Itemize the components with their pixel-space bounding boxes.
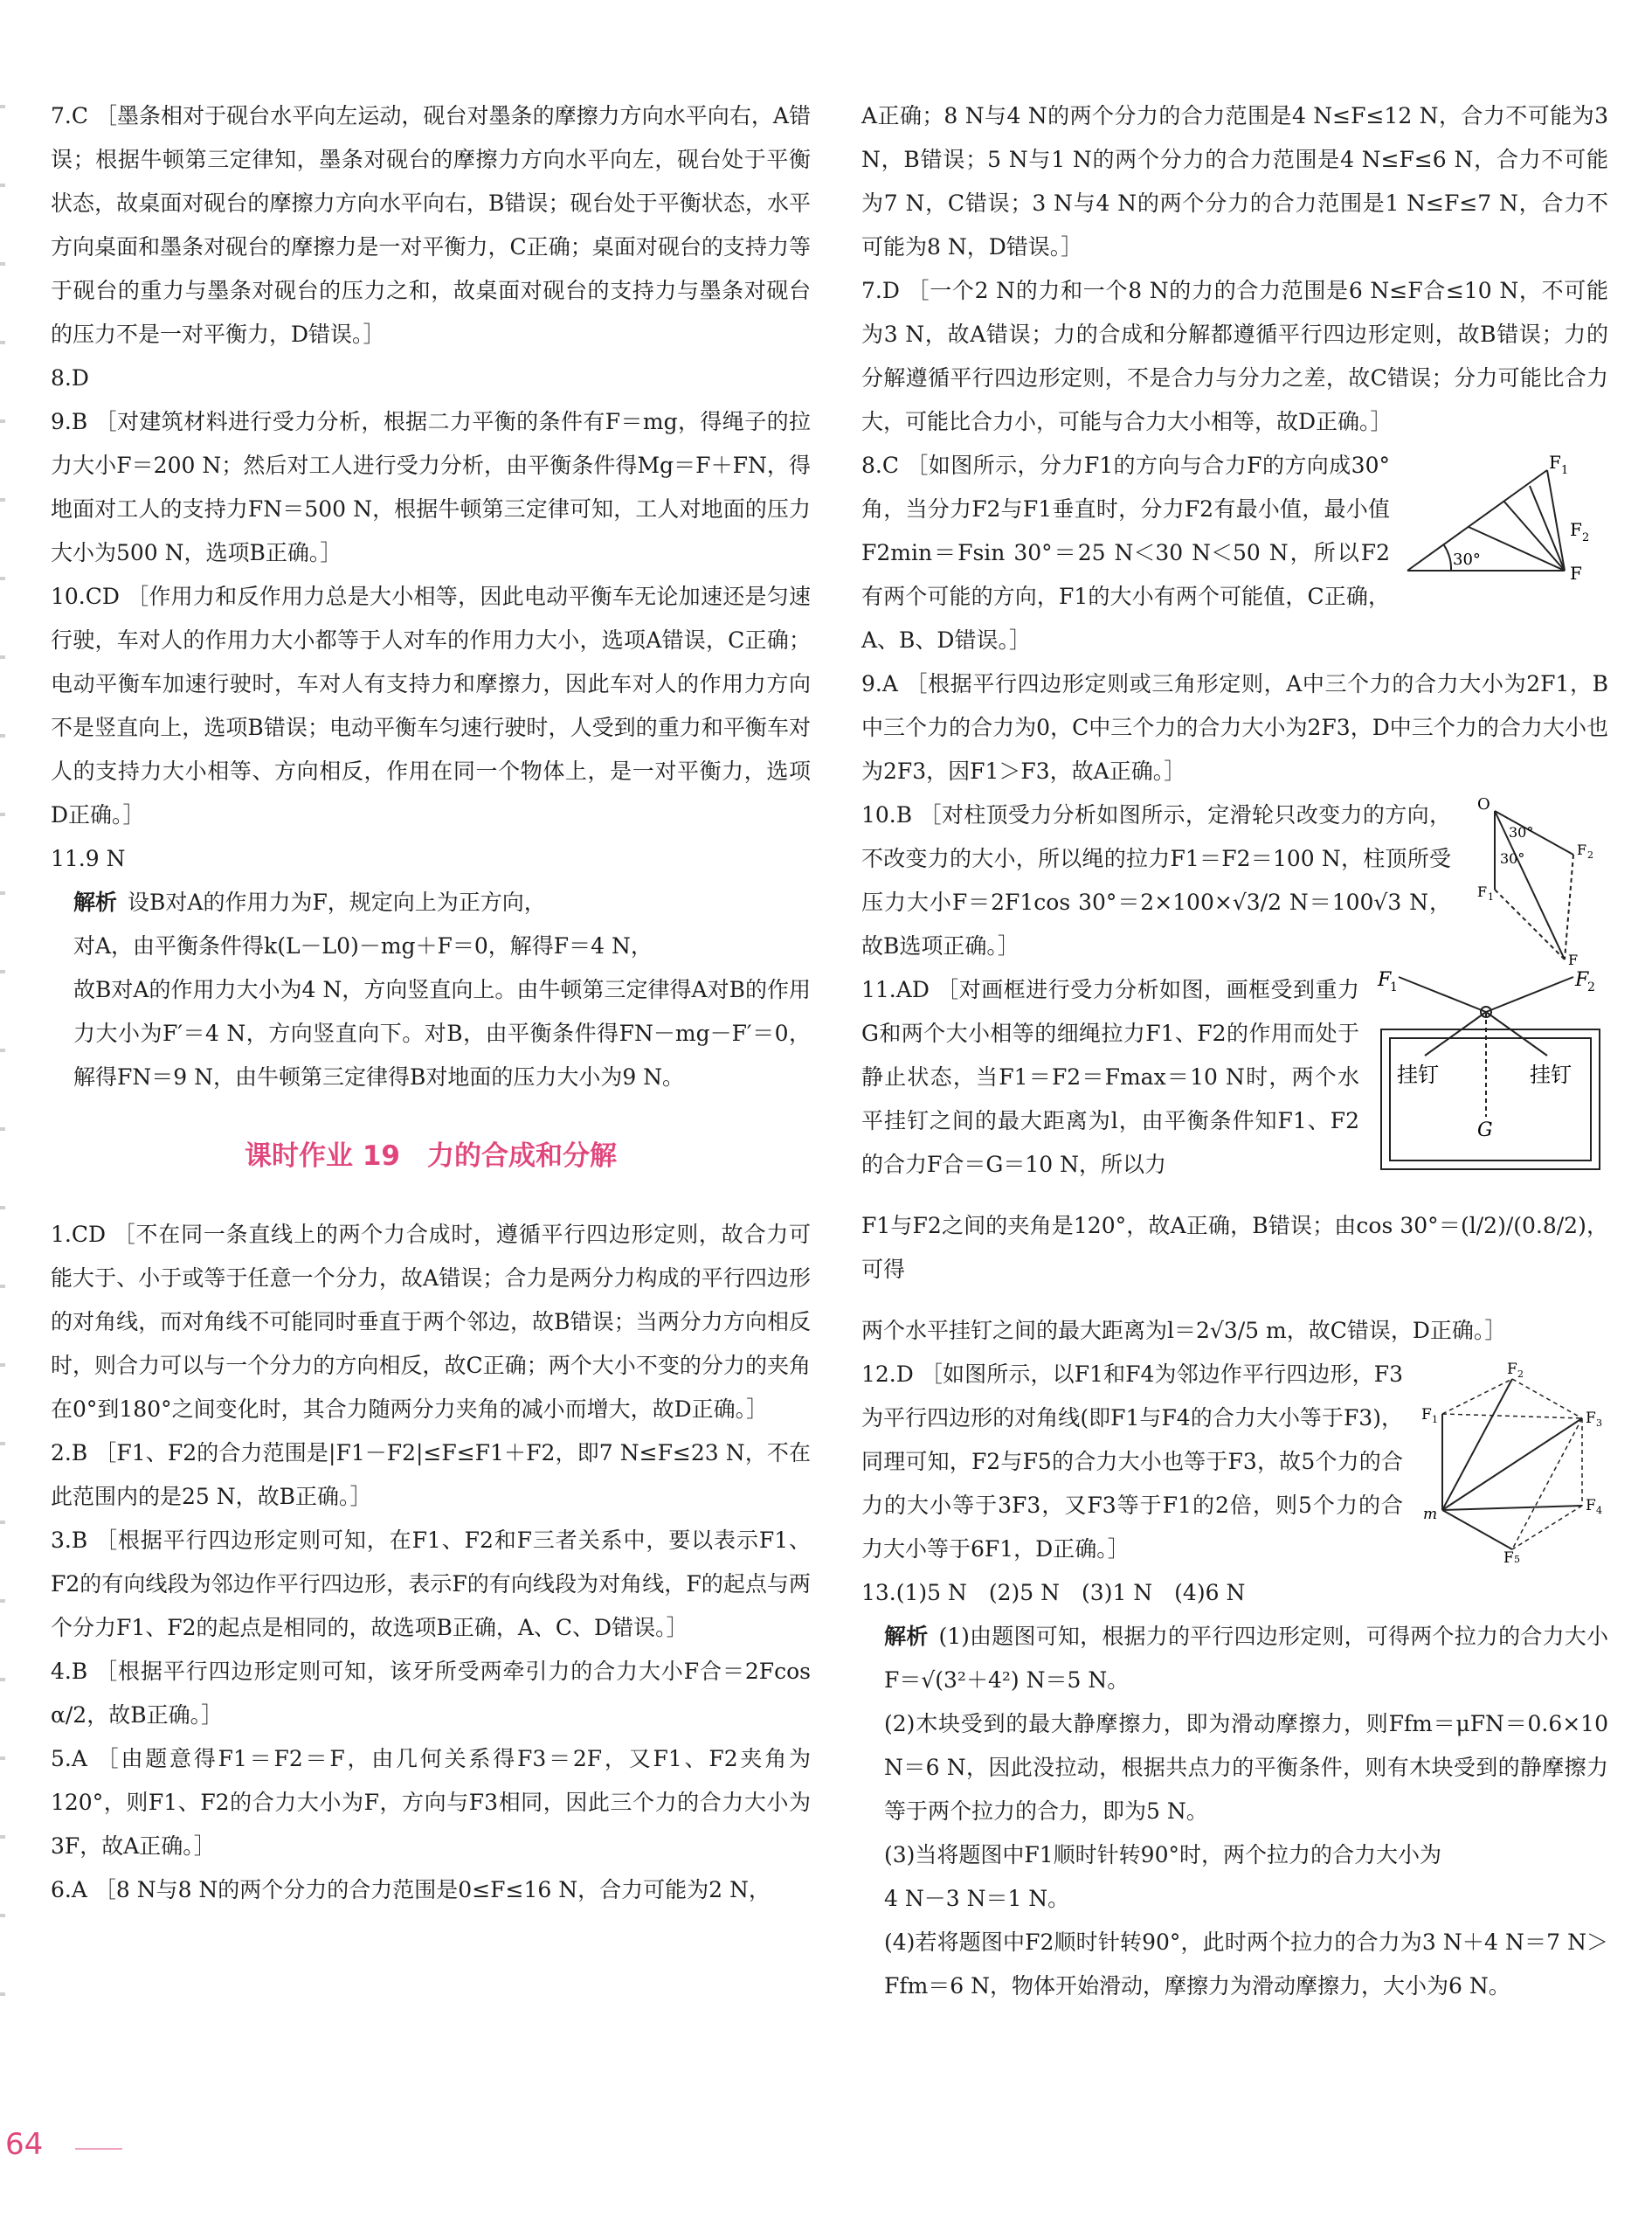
right-column	[861, 94, 1608, 2008]
answer-s10: 10.B ［对柱顶受力分析如图所示，定滑轮只改变力的方向，不改变力的大小，所以绳的拉力F1＝F2＝100 N，柱顶所受压力大小F＝2F1cos 30°＝2×100×√3/2 N＝100√3 N，故B选项正确。］	[861, 802, 1451, 959]
label-f2: F	[1570, 519, 1582, 540]
answer-s8: 8.C ［如图所示，分力F1的方向与合力F的方向成30°角，当分力F2与F1垂直时，分力F2有最小值，最小值F2min＝Fsin 30°＝25 N＜30 N＜50 N，所以F2有两个可能的方向，F1的大小有两个可能值，C正确，A、B、D错误。］	[861, 453, 1390, 653]
analysis-label: 解析	[884, 1624, 929, 1649]
label-f1-sub: 1	[1561, 464, 1569, 477]
binding-edge-marks	[0, 105, 5, 2027]
answer-s5: 5.A ［由题意得F1＝F2＝F，由几何关系得F3＝2F，又F1、F2夹角为120°，则F1、F2的合力大小为F，方向与F3相同，因此三个力的合力大小为3F，故A正确。］	[51, 1746, 811, 1859]
label-f4-sub: 4	[1596, 1505, 1602, 1516]
answer-s9: 9.A ［根据平行四边形定则或三角形定则，A中三个力的合力大小为2F1，B中三个力的合力为0，C中三个力的合力大小为2F3，D中三个力的合力大小也为2F3，因F1＞F3，故A正确。］	[861, 671, 1608, 784]
analysis-line: 设B对A的作用力为F，规定向上为正方向，	[128, 890, 546, 915]
label-f: F	[1570, 563, 1582, 584]
figure-10-pillar-diagram	[1460, 793, 1608, 968]
label-f: F	[1568, 952, 1579, 968]
label-f1: F	[1378, 969, 1392, 991]
answer-s13-head: 13.(1)5 N (2)5 N (3)1 N (4)6 N	[861, 1580, 1246, 1605]
answer-s6: 6.A ［8 N与8 N的两个分力的合力范围是0≤F≤16 N，合力可能为2 N，	[51, 1877, 771, 1902]
answer-s2: 2.B ［F1、F2的合力范围是|F1－F2|≤F≤F1＋F2，即7 N≤F≤23 N，不在此范围内的是25 N，故B正确。］	[51, 1440, 811, 1509]
label-f2-sub: 2	[1517, 1368, 1524, 1380]
label-f2: F	[1507, 1361, 1517, 1378]
answer-s13-analysis	[861, 1615, 1608, 1702]
answer-s11-part1: 11.AD ［对画框进行受力分析如图，画框受到重力G和两个大小相等的细绳拉力F1、F2的作用而处于静止状态，当F1＝F2＝Fmax＝10 N时，两个水平挂钉之间的最大距离为l，由平衡条件知F1、F2的合力F合＝G＝10 N，所以力	[861, 977, 1359, 1177]
label-angle-1: 30°	[1509, 824, 1534, 841]
answer-s7: 7.D ［一个2 N的力和一个8 N的力的合力范围是6 N≤F合≤10 N，不可能为3 N，故A错误；力的合成和分解都遵循平行四边形定则，故B错误；力的分解遵循平行四边形定则，不是合力与分力之差，故C错误；分力可能比合力大，可能比合力小，可能与合力大小相等，故D正确。］	[861, 278, 1608, 434]
label-hook-right: 挂钉	[1530, 1063, 1572, 1087]
answer-s12-block	[861, 1353, 1608, 1571]
answer-s1: 1.CD ［不在同一条直线上的两个力合成时，遵循平行四边形定则，故合力可能大于、小于或等于任意一个分力，故A错误；合力是两分力构成的平行四边形的对角线，而对角线不可能同时垂直于两个邻边，故B错误；当两分力方向相反时，则合力可以与一个分力的方向相反，故C正确；两个大小不变的分力的夹角在0°到180°之间变化时，其合力随两分力夹角的减小而增大，故D正确。］	[51, 1222, 811, 1422]
answer-s6-continued: A正确；8 N与4 N的两个分力的合力范围是4 N≤F≤12 N，合力不可能为3 N，B错误；5 N与1 N的两个分力的合力范围是4 N≤F≤6 N，合力不可能为7 N，C错误；3 N与4 N的两个分力的合力范围是1 N≤F≤7 N，合力不可能为8 N，D错误。］	[861, 103, 1608, 260]
label-f1-sub: 1	[1390, 980, 1398, 994]
analysis-label: 解析	[73, 890, 118, 915]
answer-8: 8.D	[51, 365, 89, 391]
label-f4: F	[1586, 1497, 1596, 1514]
label-f5: F	[1503, 1549, 1514, 1562]
page-number-rule	[75, 2148, 122, 2150]
label-f1: F	[1477, 883, 1488, 900]
answer-s4: 4.B ［根据平行四边形定则可知，该牙所受两牵引力的合力大小F合＝2Fcos α/2，故B正确。］	[51, 1659, 811, 1728]
label-f1: F	[1549, 453, 1561, 473]
label-f2: F	[1575, 969, 1589, 991]
answer-s10-block	[861, 793, 1608, 968]
figure-11-frame-diagram	[1372, 968, 1608, 1178]
label-f5-sub: 5	[1514, 1554, 1520, 1562]
answer-s11-part3: 两个水平挂钉之间的最大距离为l＝2√3/5 m，故C错误，D正确。］	[861, 1318, 1507, 1343]
left-column	[51, 94, 811, 1912]
analysis-line: 对A，由平衡条件得k(L－L0)－mg＋F＝0，解得F＝4 N，	[73, 933, 653, 959]
answer-s3: 3.B ［根据平行四边形定则可知，在F1、F2和F三者关系中，要以表示F1、F2的有向线段为邻边作平行四边形，表示F的有向线段为对角线，F的起点与两个分力F1、F2的起点是相同的，故选项B正确，A、C、D错误。］	[51, 1528, 811, 1640]
analysis-line: 故B对A的作用力大小为4 N，方向竖直向上。由牛顿第三定律得A对B的作用力大小为F′＝4 N，方向竖直向下。对B，由平衡条件得FN－mg－F′＝0，解得FN＝9 N，由牛顿第三定律得B对地面的压力大小为9 N。	[73, 977, 811, 1090]
analysis-line: 4 N－3 N＝1 N。	[884, 1886, 1070, 1911]
analysis-line: (1)由题图可知，根据力的平行四边形定则，可得两个拉力的合力大小F＝√(3²＋4²) N＝5 N。	[884, 1624, 1608, 1693]
answer-s11-part2: F1与F2之间的夹角是120°，故A正确，B错误；由cos 30°＝(l/2)/(0.8/2)，可得	[861, 1213, 1608, 1282]
label-f1: F	[1421, 1406, 1432, 1424]
label-o: O	[1477, 795, 1490, 814]
label-hook-left: 挂钉	[1397, 1063, 1439, 1087]
answer-9: 9.B ［对建筑材料进行受力分析，根据二力平衡的条件有F＝mg，得绳子的拉力大小F＝200 N；然后对工人进行受力分析，由平衡条件得Mg＝F＋FN，得地面对工人的支持力FN＝500 N，根据牛顿第三定律可知，工人对地面的压力大小为500 N，选项B正确。］	[51, 409, 811, 565]
label-m: m	[1423, 1506, 1438, 1523]
analysis-line: (4)若将题图中F2顺时针转90°，此时两个拉力的合力为3 N＋4 N＝7 N＞Ffm＝6 N，物体开始滑动，摩擦力为滑动摩擦力，大小为6 N。	[884, 1929, 1608, 1999]
answer-s11-block	[861, 968, 1608, 1187]
label-f1-sub: 1	[1488, 891, 1494, 903]
label-f1-sub: 1	[1432, 1414, 1438, 1425]
label-f2: F	[1577, 842, 1587, 858]
label-f3-sub: 3	[1596, 1417, 1602, 1429]
analysis-line: (2)木块受到的最大静摩擦力，即为滑动摩擦力，则Ffm＝μFN＝0.6×10 N＝6 N，因此没拉动，根据共点力的平衡条件，则有木块受到的静摩擦力等于两个拉力的合力，即为5 N。	[884, 1711, 1608, 1824]
answer-7: 7.C ［墨条相对于砚台水平向左运动，砚台对墨条的摩擦力方向水平向右，A错误；根据牛顿第三定律知，墨条对砚台的摩擦力方向水平向左，砚台处于平衡状态，故桌面对砚台的摩擦力方向水平向右，B错误；砚台处于平衡状态，水平方向桌面和墨条对砚台的摩擦力是一对平衡力，C正确；桌面对砚台的支持力等于砚台的重力与墨条对砚台的压力之和，故桌面对砚台的支持力与墨条对砚台的压力不是一对平衡力，D错误。］	[51, 103, 811, 347]
label-f2-sub: 2	[1587, 849, 1593, 861]
figure-12-hexagon-diagram	[1416, 1353, 1608, 1562]
label-f2-sub: 2	[1587, 980, 1595, 994]
label-angle-2: 30°	[1500, 850, 1525, 867]
page-number: 64	[5, 2127, 44, 2162]
label-f2-sub: 2	[1582, 531, 1590, 544]
answer-s12: 12.D ［如图所示，以F1和F4为邻边作平行四边形，F3为平行四边形的对角线(即F1与F4的合力大小等于F3)，同理可知，F2与F5的合力大小也等于F3，故5个力的合力的大小等于3F3，又F3等于F1的2倍，则5个力的合力大小等于6F1，D正确。］	[861, 1361, 1403, 1562]
figure-8-force-diagram	[1399, 453, 1608, 584]
answer-s8-block	[861, 444, 1608, 662]
answer-10: 10.CD ［作用力和反作用力总是大小相等，因此电动平衡车无论加速还是匀速行驶，车对人的作用力大小都等于人对车的作用力大小，选项A错误，C正确；电动平衡车加速行驶时，车对人有支持力和摩擦力，因此车对人的作用力方向不是竖直向上，选项B错误；电动平衡车匀速行驶时，人受到的重力和平衡车对人的支持力大小相等、方向相反，作用在同一个物体上，是一对平衡力，选项D正确。］	[51, 584, 811, 828]
answer-11-analysis	[51, 881, 811, 925]
answer-11-head: 11.9 N	[51, 846, 126, 871]
label-g: G	[1477, 1119, 1493, 1141]
label-f3: F	[1586, 1410, 1596, 1427]
analysis-line: (3)当将题图中F1顺时针转90°时，两个拉力的合力大小为	[884, 1842, 1441, 1867]
section-title: 课时作业 19 力的合成和分解	[245, 1140, 617, 1172]
label-angle: 30°	[1453, 551, 1481, 569]
